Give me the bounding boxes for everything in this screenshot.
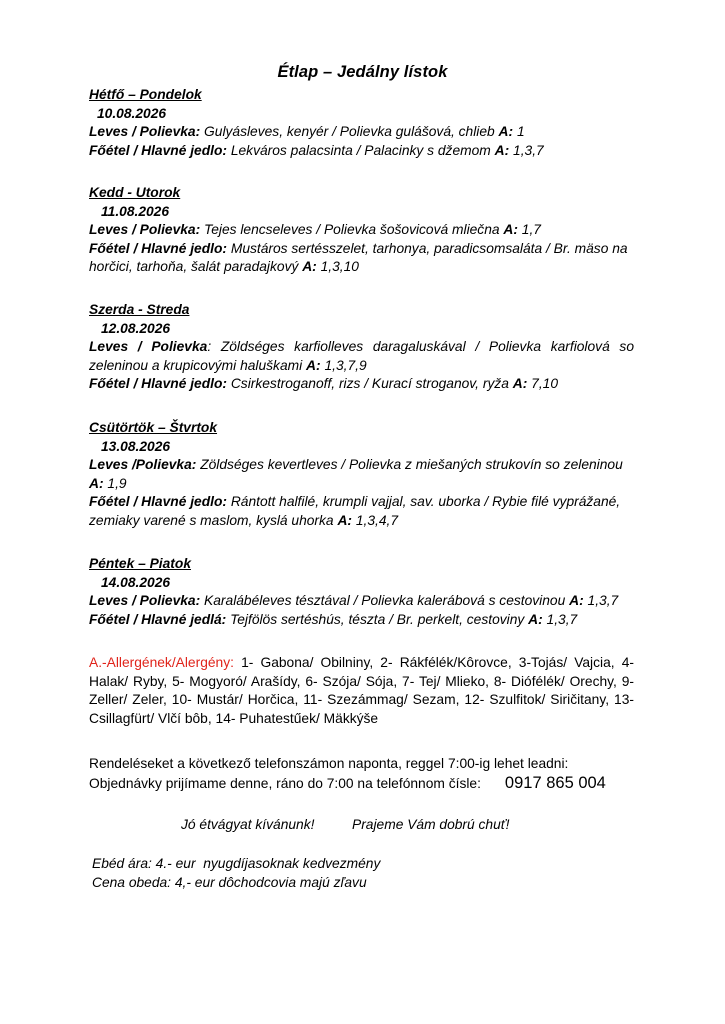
order-info [89, 755, 649, 793]
allergen-prefix: A: [512, 376, 528, 392]
main-row [89, 142, 634, 161]
main-row [89, 240, 634, 277]
day-date: 14.08.2026 [101, 574, 171, 590]
allergen-prefix: A: [569, 593, 584, 609]
day-monday [89, 86, 634, 160]
main-allergens: 1,3,10 [320, 259, 359, 275]
phone-number[interactable]: 0917 865 004 [504, 773, 606, 792]
main-text: Mustáros sertésszelet, tarhonya, paradicsomsaláta / Br. mäso na horčici, tarhoňa, šalát paradajkový [89, 240, 628, 275]
soup-text: Zöldséges kevertleves / Polievka z miešaných strukovín so zeleninou [196, 457, 623, 473]
allergen-prefix: A: [337, 512, 352, 528]
day-tuesday [89, 184, 634, 277]
main-label: Főétel / Hlavné jedlá: [89, 611, 227, 627]
price-info [92, 855, 380, 892]
soup-text: : Zöldséges karfiolleves daragaluskával / Polievka karfiolová so zeleninou a krupicovými haluškami [89, 339, 634, 373]
soup-row [89, 338, 634, 375]
allergen-legend-label: A.-Allergének/Alergény: [89, 655, 234, 670]
main-allergens: 1,3,7 [546, 611, 578, 627]
main-allergens: 1,3,7 [513, 142, 544, 158]
price-sk: Cena obeda: 4,- eur dôchodcovia majú zľavu [92, 874, 367, 890]
soup-allergens: 1,3,7 [587, 593, 619, 609]
soup-row [89, 456, 634, 493]
soup-row [89, 221, 634, 240]
main-label: Főétel / Hlavné jedlo: [89, 142, 227, 158]
soup-label: Leves / Polievka [89, 339, 208, 355]
soup-label: Leves / Polievka: [89, 593, 201, 609]
allergen-prefix: A: [306, 357, 321, 373]
soup-label: Leves / Polievka: [89, 124, 201, 140]
soup-row [89, 592, 634, 611]
allergen-legend [89, 654, 634, 729]
day-date: 10.08.2026 [97, 105, 167, 121]
main-allergens: 1,3,4,7 [355, 512, 399, 528]
soup-row [89, 123, 634, 142]
main-text: Lekváros palacsinta / Palacinky s džemom [227, 142, 495, 158]
main-row [89, 611, 634, 630]
order-line-sk-text: Objednávky prijímame denne, ráno do 7:00 na telefónnom čísle: [89, 775, 481, 791]
day-wednesday [89, 301, 634, 394]
order-line-sk [89, 774, 649, 794]
wish-hu: Jó étvágyat kívánunk! [181, 817, 315, 832]
soup-text: Tejes lencseleves / Polievka šošovicová mliečna [200, 222, 504, 238]
allergen-prefix: A: [302, 259, 317, 275]
soup-text: Gulyásleves, kenyér / Polievka gulášová, chlieb [200, 124, 499, 140]
main-label: Főétel / Hlavné jedlo: [89, 376, 227, 392]
day-friday [89, 555, 634, 629]
allergen-prefix: A: [528, 611, 543, 627]
price-hu: Ebéd ára: 4.- eur nyugdíjasoknak kedvezmény [92, 856, 381, 871]
allergen-prefix: A: [494, 142, 510, 158]
main-allergens: 7,10 [531, 376, 559, 392]
allergen-prefix: A: [503, 222, 518, 238]
main-label: Főétel / Hlavné jedlo: [89, 494, 227, 510]
soup-allergens: 1,3,7,9 [324, 357, 367, 373]
day-name: Szerda - Streda [89, 302, 190, 317]
soup-allergens: 1 [516, 124, 525, 140]
day-thursday [89, 419, 634, 531]
day-date: 11.08.2026 [101, 203, 170, 219]
allergen-prefix: A: [89, 475, 104, 491]
day-name: Hétfő – Pondelok [89, 87, 202, 102]
day-name: Péntek – Piatok [89, 556, 191, 571]
main-text: Rántott halfilé, krumpli vajjal, sav. uborka / Rybie filé vyprážané, zemiaky varené s maslom, kyslá uhorka [89, 494, 621, 528]
main-row [89, 375, 634, 394]
wish-sk: Prajeme Vám dobrú chuť! [352, 817, 510, 832]
allergen-legend-text: 1- Gabona/ Obilniny, 2- Rákfélék/Kôrovce, 3-Tojás/ Vajcia, 4- Halak/ Ryby, 5- Mogyoró/ Arašídy, 6- Szója/ Sója, 7- Tej/ Mlieko, 8- Diófélék/ Orechy, 9- Zeller/ Zeler, 10- Mustár/ Horčica, 11- Szezámmag/ Sezam, 12- Szulfitok/ Siričitany, 13- Csillagfürt/ Vlčí bôb, 14- Puhatestűek/ Mäkkýše [89, 655, 634, 727]
day-name: Kedd - Utorok [89, 185, 181, 200]
order-line-hu: Rendeléseket a következő telefonszámon naponta, reggel 7:00-ig lehet leadni: [89, 756, 569, 771]
page-title: Étlap – Jedálny lístok [277, 63, 448, 81]
main-text: Csirkestroganoff, rizs / Kurací stroganov, ryža [227, 376, 513, 392]
soup-label: Leves /Polievka: [89, 457, 197, 473]
day-date: 13.08.2026 [101, 438, 171, 454]
soup-allergens: 1,9 [107, 475, 127, 491]
soup-allergens: 1,7 [521, 222, 541, 238]
allergen-prefix: A: [498, 124, 514, 140]
main-text: Tejfölös sertéshús, tészta / Br. perkelt, cestoviny [226, 611, 529, 627]
soup-text: Karalábéleves tésztával / Polievka kalerábová s cestovinou [200, 593, 570, 609]
main-row [89, 493, 634, 530]
soup-label: Leves / Polievka: [89, 222, 201, 238]
main-label: Főétel / Hlavné jedlo: [89, 240, 227, 256]
day-date: 12.08.2026 [101, 320, 171, 336]
day-name: Csütörtök – Štvrtok [89, 420, 218, 435]
